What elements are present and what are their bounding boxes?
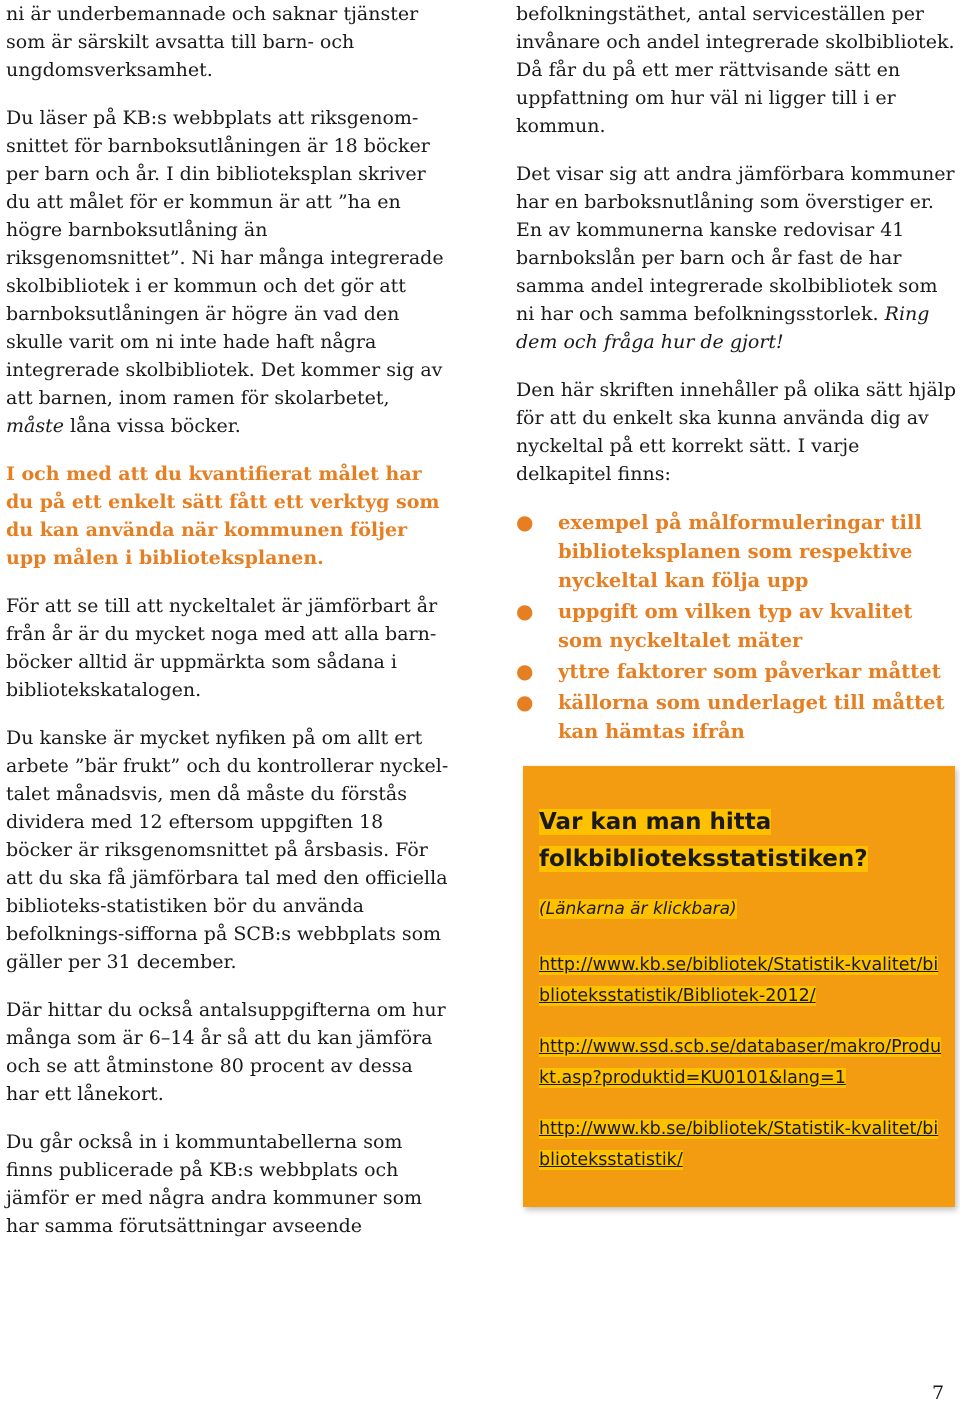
list-item-text: källorna som underlaget till måttet kan hämtas ifrån [558,691,945,743]
paragraph [6,104,451,440]
right-column [516,0,960,748]
page-number: 7 [932,1382,945,1404]
paragraph: befolkningstäthet, antal serviceställen per invånare och andel integrerade skolbibliotek. Då får du på ett mer rättvisande sätt en uppfattning om hur väl ni ligger till i er kommun. [516,3,955,137]
paragraph: Där hittar du också antalsuppgifterna om hur många som är 6–14 år så att du kan jämföra och se att åtminstone 80 procent av dessa har ett lånekort. [6,999,446,1105]
paragraph-text: låna vissa böcker. [70,415,241,437]
statistics-link[interactable] [539,950,944,1012]
list-item-text: uppgift om vilken typ av kvalitet som nyckeltalet mäter [558,600,913,652]
bullet-icon: ● [516,510,534,534]
paragraph: För att se till att nyckeltalet är jämförbart år från år är du mycket noga med att alla barn-böcker alltid är uppmärkta som sådana i bibliotekskatalogen. [6,595,438,701]
list-item-text: yttre faktorer som påverkar måttet [558,660,941,683]
highlight-paragraph: I och med att du kvantifierat målet har du på ett enkelt sätt fått ett verktyg som du kan använda när kommunen följer upp målen i biblioteksplanen. [6,463,440,569]
statistics-link[interactable] [539,1032,944,1094]
info-box-title-line: Var kan man hitta [539,809,772,835]
list-item-text: exempel på målformuleringar till biblioteksplanen som respektive nyckeltal kan följa upp [558,511,922,592]
info-box-note [539,896,737,922]
statistics-link-text[interactable]: http://www.kb.se/bibliotek/Statistik-kvalitet/biblioteksstatistik/Bibliotek-2012/ [539,955,939,1006]
bullet-icon: ● [516,690,534,714]
paragraph: ni är underbemannade och saknar tjänster som är särskilt avsatta till barn- och ungdomsverksamhet. [6,3,419,81]
info-box-title-line: folkbiblioteksstatistiken? [539,846,868,872]
list-item [516,657,960,686]
list-item [516,508,960,595]
statistics-link-text[interactable]: http://www.ssd.scb.se/databaser/makro/Produkt.asp?produktid=KU0101&lang=1 [539,1037,942,1088]
emphasis-text: måste [6,415,64,437]
emphasis-text: Ring dem och fråga hur de gjort! [516,303,930,353]
paragraph: Du kanske är mycket nyfiken på om allt ert arbete ”bär frukt” och du kontrollerar nyckel-talet månadsvis, men då måste du förstås dividera med 12 eftersom uppgiften 18 böcker är riksgenomsnittet på årsbasis. För att du ska få jämförbara tal med den officiella biblioteks-statistiken bör du använda befolknings-sifforna på SCB:s webbplats som gäller per 31 december. [6,727,449,973]
bullet-icon: ● [516,599,534,623]
paragraph: Du går också in i kommuntabellerna som finns publicerade på KB:s webbplats och jämför er med några andra kommuner som har samma förutsättningar avseende [6,1131,423,1237]
paragraph-text: Du läser på KB:s webbplats att riksgenom-snittet för barnboksutlåningen är 18 böcker per barn och år. I din biblioteksplan skriver du att målet för er kommun är att ”ha en högre barnboksutlåning än riksgenomsnittet”. Ni har många integrerade skolbibliotek i er kommun och det gör att barnboksutlåningen är högre än vad den skulle varit om ni inte hade haft några integrerade skolbibliotek. Det kommer sig av att barnen, inom ramen för skolarbetet, [6,107,444,409]
info-box-title [539,804,868,878]
bullet-icon: ● [516,659,534,683]
paragraph: Den här skriften innehåller på olika sätt hjälp för att du enkelt ska kunna använda dig av nyckeltal på ett korrekt sätt. I varje delkapitel finns: [516,379,957,485]
list-item [516,688,960,746]
info-box-note-text: (Länkarna är klickbara) [539,899,737,919]
paragraph-text: Det visar sig att andra jämförbara kommuner har en barboksnutlåning som överstiger er. En av kommunerna kanske redovisar 41 barnbokslån per barn och år fast de har samma andel integrerade skolbibliotek som ni har och samma befolkningsstorlek. [516,163,955,325]
statistics-link[interactable] [539,1114,944,1176]
paragraph [516,160,960,356]
bullet-list [516,508,960,746]
statistics-link-text[interactable]: http://www.kb.se/bibliotek/Statistik-kvalitet/biblioteksstatistik/ [539,1119,939,1170]
list-item [516,597,960,655]
left-column [6,0,451,1260]
statistics-info-box [523,766,955,1207]
